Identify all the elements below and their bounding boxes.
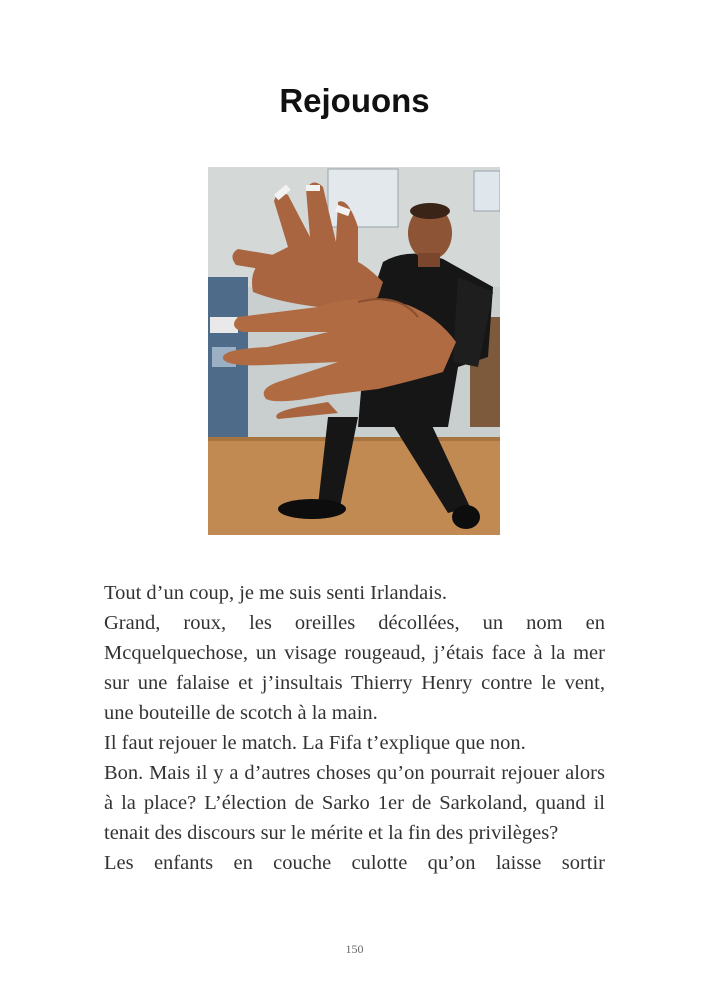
paragraph: Il faut rejouer le match. La Fifa t’explique que non.	[104, 732, 526, 754]
page-number: 150	[345, 942, 364, 956]
chapter-title: Rejouons	[279, 82, 430, 119]
paragraph: Tout d’un coup, je me suis senti Irlandais.	[104, 582, 448, 604]
illustration-photo	[208, 167, 500, 535]
paragraph: Les enfants en couche culotte qu’on laisse sortir	[104, 852, 605, 874]
paragraph: Bon. Mais il y a d’autres choses qu’on pourrait rejouer alors à la place? L’élection de Sarko 1er de Sarkoland, quand il tenait des discours sur le mérite et la fin des privilèges?	[104, 762, 605, 844]
body-text	[104, 578, 605, 878]
paragraph: Grand, roux, les oreilles décollées, un nom en Mcquelquechose, un visage rougeaud, j’étais face à la mer sur une falaise et j’insultais Thierry Henry contre le vent, une bouteille de scotch à la main.	[104, 612, 605, 724]
